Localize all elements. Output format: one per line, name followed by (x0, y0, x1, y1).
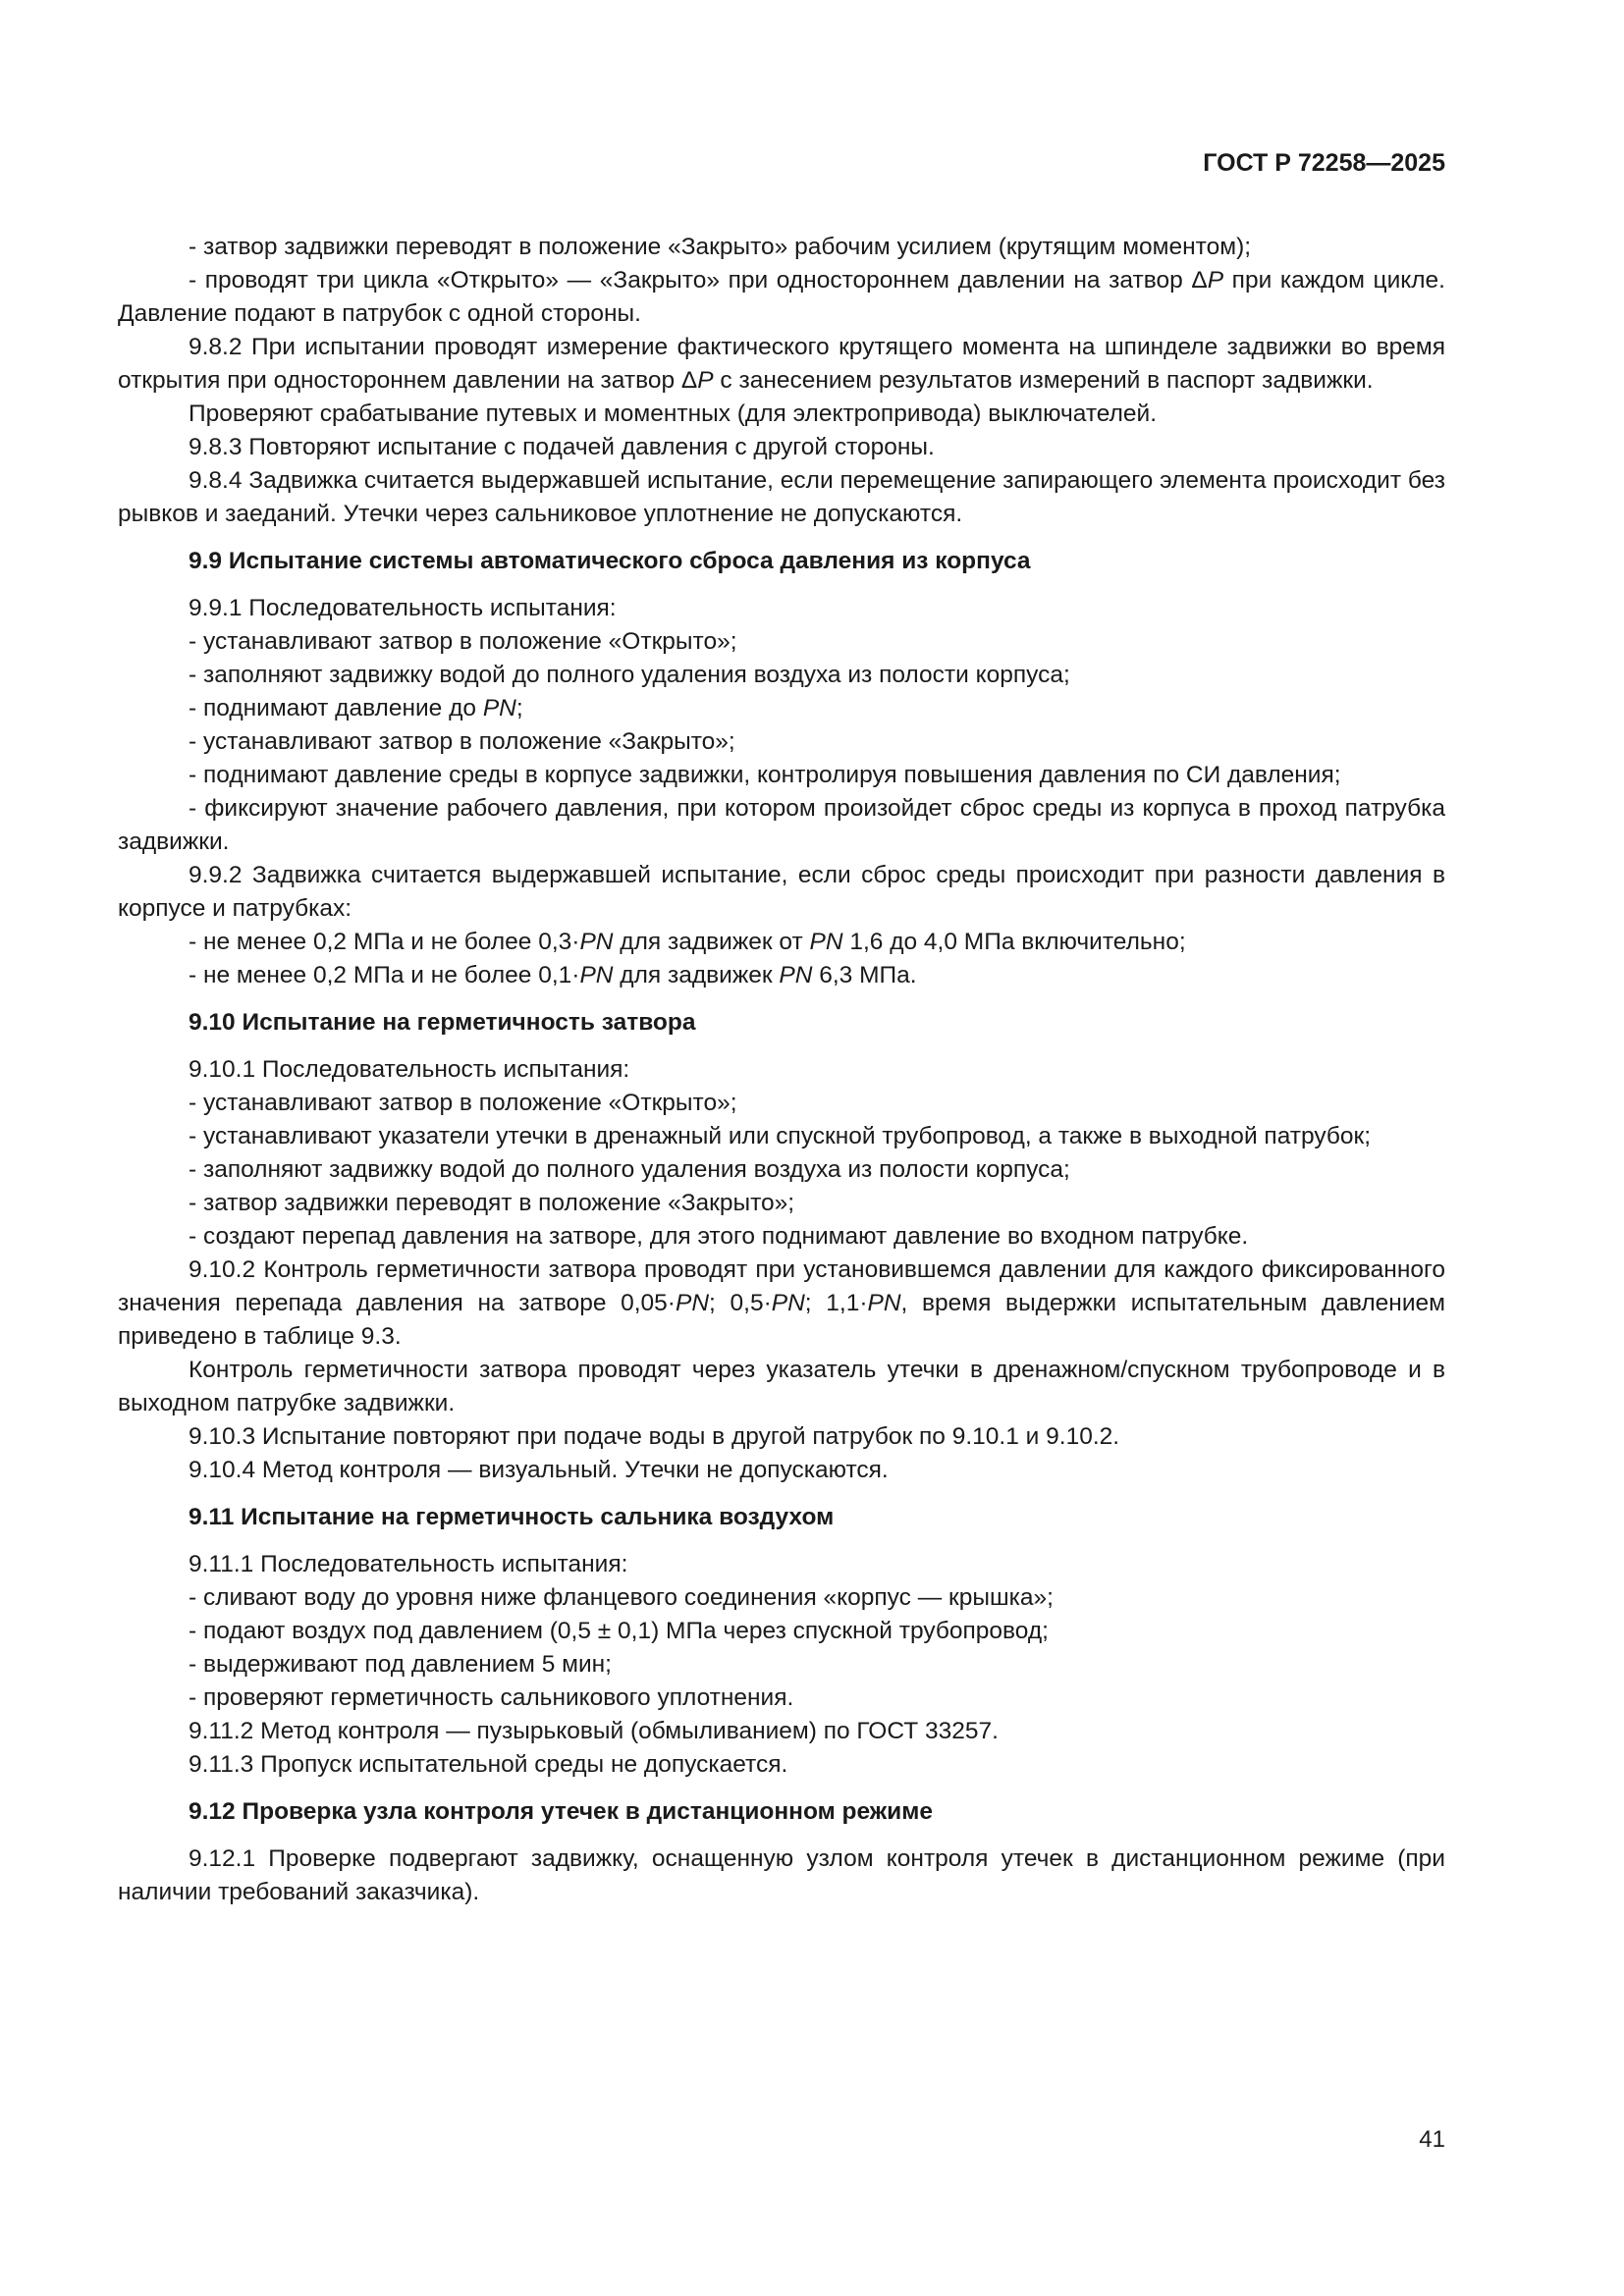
paragraph: 9.10.2 Контроль герметичности затвора проводят при установившемся давлении для каждого фиксированного значения перепада давления на затворе 0,05·PN; 0,5·PN; 1,1·PN, время выдержки испытательным давлением приведено в таблице 9.3. (118, 1256, 1445, 1350)
list-item: - выдерживают под давлением 5 мин; (189, 1651, 612, 1678)
paragraph: 9.10.3 Испытание повторяют при подаче воды в другой патрубок по 9.10.1 и 9.10.2. (189, 1423, 1120, 1450)
list-item: - не менее 0,2 МПа и не более 0,1·PN для задвижек PN 6,3 МПа. (189, 962, 917, 988)
list-item: - сливают воду до уровня ниже фланцевого соединения «корпус — крышка»; (189, 1584, 1054, 1611)
list-item: - заполняют задвижку водой до полного удаления воздуха из полости корпуса; (189, 1156, 1070, 1183)
list-item: - устанавливают затвор в положение «Закрыто»; (189, 728, 735, 755)
paragraph: Контроль герметичности затвора проводят через указатель утечки в дренажном/спускном трубопроводе и в выходном патрубке задвижки. (118, 1357, 1445, 1416)
section-heading: 9.12 Проверка узла контроля утечек в дистанционном режиме (189, 1798, 933, 1825)
paragraph: 9.8.4 Задвижка считается выдержавшей испытание, если перемещение запирающего элемента происходит без рывков и заеданий. Утечки через сальниковое уплотнение не допускаются. (118, 467, 1445, 527)
section-heading: 9.10 Испытание на герметичность затвора (189, 1009, 696, 1036)
paragraph: 9.12.1 Проверке подвергают задвижку, оснащенную узлом контроля утечек в дистанционном режиме (при наличии требований заказчика). (118, 1845, 1445, 1905)
list-item: - затвор задвижки переводят в положение «Закрыто»; (189, 1190, 795, 1216)
section-9-8-continued (118, 231, 1445, 531)
list-item: - поднимают давление среды в корпусе задвижки, контролируя повышения давления по СИ давления; (189, 762, 1341, 788)
paragraph: Проверяют срабатывание путевых и моментных (для электропривода) выключателей. (189, 400, 1158, 427)
list-item: - проверяют герметичность сальникового уплотнения. (189, 1684, 794, 1711)
paragraph: - затвор задвижки переводят в положение «Закрыто» рабочим усилием (крутящим моментом); (189, 234, 1252, 260)
list-item: - устанавливают указатели утечки в дренажный или спускной трубопровод, а также в выходной патрубок; (189, 1123, 1372, 1149)
paragraph: - проводят три цикла «Открыто» — «Закрыто» при одностороннем давлении на затвор ΔP при каждом цикле. Давление подают в патрубок с одной стороны. (118, 267, 1445, 327)
list-item: - устанавливают затвор в положение «Открыто»; (189, 1090, 737, 1116)
paragraph: 9.11.3 Пропуск испытательной среды не допускается. (189, 1751, 788, 1778)
section-9-12 (118, 1795, 1445, 1909)
section-heading: 9.9 Испытание системы автоматического сброса давления из корпуса (189, 548, 1031, 574)
list-item: - поднимают давление до PN; (189, 695, 523, 721)
list-item: - заполняют задвижку водой до полного удаления воздуха из полости корпуса; (189, 662, 1070, 688)
paragraph: 9.10.4 Метод контроля — визуальный. Утечки не допускаются. (189, 1457, 889, 1483)
section-9-11 (118, 1501, 1445, 1782)
paragraph: 9.11.2 Метод контроля — пузырьковый (обмыливанием) по ГОСТ 33257. (189, 1718, 999, 1744)
paragraph: 9.9.1 Последовательность испытания: (189, 595, 617, 621)
document-body (118, 231, 1445, 1909)
list-item: - не менее 0,2 МПа и не более 0,3·PN для задвижек от PN 1,6 до 4,0 МПа включительно; (189, 929, 1186, 955)
paragraph: 9.9.2 Задвижка считается выдержавшей испытание, если сброс среды происходит при разности давления в корпусе и патрубках: (118, 862, 1445, 922)
paragraph: 9.8.2 При испытании проводят измерение фактического крутящего момента на шпинделе задвижки во время открытия при одностороннем давлении на затвор ΔP с занесением результатов измерений в паспорт задвижки. (118, 334, 1445, 394)
paragraph: 9.8.3 Повторяют испытание с подачей давления с другой стороны. (189, 434, 935, 460)
section-9-9 (118, 545, 1445, 992)
list-item: - фиксируют значение рабочего давления, при котором произойдет сброс среды из корпуса в проход патрубка задвижки. (118, 795, 1445, 855)
section-heading: 9.11 Испытание на герметичность сальника воздухом (189, 1504, 835, 1530)
page-number: 41 (1419, 2126, 1445, 2153)
list-item: - устанавливают затвор в положение «Открыто»; (189, 628, 737, 655)
list-item: - создают перепад давления на затворе, для этого поднимают давление во входном патрубке. (189, 1223, 1249, 1250)
document-header: ГОСТ Р 72258—2025 (1203, 149, 1445, 177)
paragraph: 9.10.1 Последовательность испытания: (189, 1056, 630, 1083)
list-item: - подают воздух под давлением (0,5 ± 0,1) МПа через спускной трубопровод; (189, 1618, 1049, 1644)
section-9-10 (118, 1006, 1445, 1487)
paragraph: 9.11.1 Последовательность испытания: (189, 1551, 628, 1577)
